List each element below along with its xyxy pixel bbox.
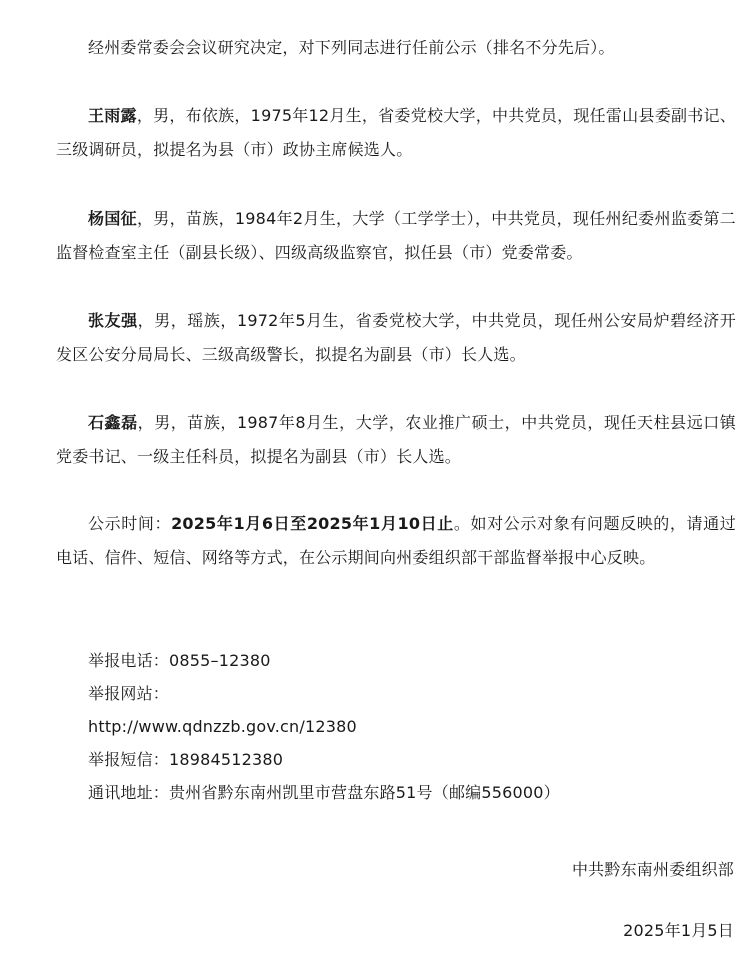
candidate-paragraph-2 (56, 202, 736, 270)
candidate-details: ，男，瑶族，1972年5月生，省委党校大学，中共党员，现任州公安局炉碧经济开发区公安分局局长、三级高级警长，拟提名为副县（市）长人选。 (56, 311, 737, 364)
candidate-name: 石鑫磊 (88, 413, 138, 432)
report-website-link[interactable]: http://www.qdnzzb.gov.cn/12380 (88, 717, 357, 736)
intro-paragraph: 经州委常委会会议研究决定，对下列同志进行任前公示（排名不分先后）。 (88, 38, 615, 57)
notice-paragraph (56, 507, 736, 575)
candidate-details: ，男，苗族，1987年8月生，大学，农业推广硕士，中共党员，现任天柱县远口镇党委书记、一级主任科员，拟提名为副县（市）长人选。 (56, 413, 737, 466)
notice-suffix: 。如对公示对象有问题反映的，请通过电话、信件、短信、网络等方式，在公示期间向州委组织部干部监督举报中心反映。 (56, 514, 736, 567)
candidate-paragraph-4 (56, 406, 736, 474)
notice-period: 2025年1月6日至2025年1月10日止 (171, 514, 454, 533)
report-sms: 举报短信：18984512380 (88, 750, 284, 769)
candidate-details: ，男，苗族，1984年2月生，大学（工学学士），中共党员，现任州纪委州监委第二监督检查室主任（副县长级）、四级高级监察官，拟任县（市）党委常委。 (56, 209, 737, 262)
report-phone: 举报电话：0855–12380 (88, 651, 271, 670)
candidate-paragraph-1 (56, 99, 736, 167)
candidate-name: 杨国征 (88, 209, 137, 228)
candidate-paragraph-3 (56, 304, 736, 372)
mailing-address: 通讯地址：贵州省黔东南州凯里市营盘东路51号（邮编556000） (88, 783, 560, 802)
candidate-details: ，男，布依族，1975年12月生，省委党校大学，中共党员，现任雷山县委副书记、三级调研员，拟提名为县（市）政协主席候选人。 (56, 106, 736, 159)
candidate-name: 王雨露 (88, 106, 137, 125)
candidate-name: 张友强 (88, 311, 138, 330)
signature-org: 中共黔东南州委组织部 (571, 860, 734, 879)
contact-block (88, 644, 560, 809)
report-website-label: 举报网站： (88, 684, 170, 703)
notice-prefix: 公示时间： (88, 514, 172, 533)
signature-date: 2025年1月5日 (623, 921, 734, 940)
